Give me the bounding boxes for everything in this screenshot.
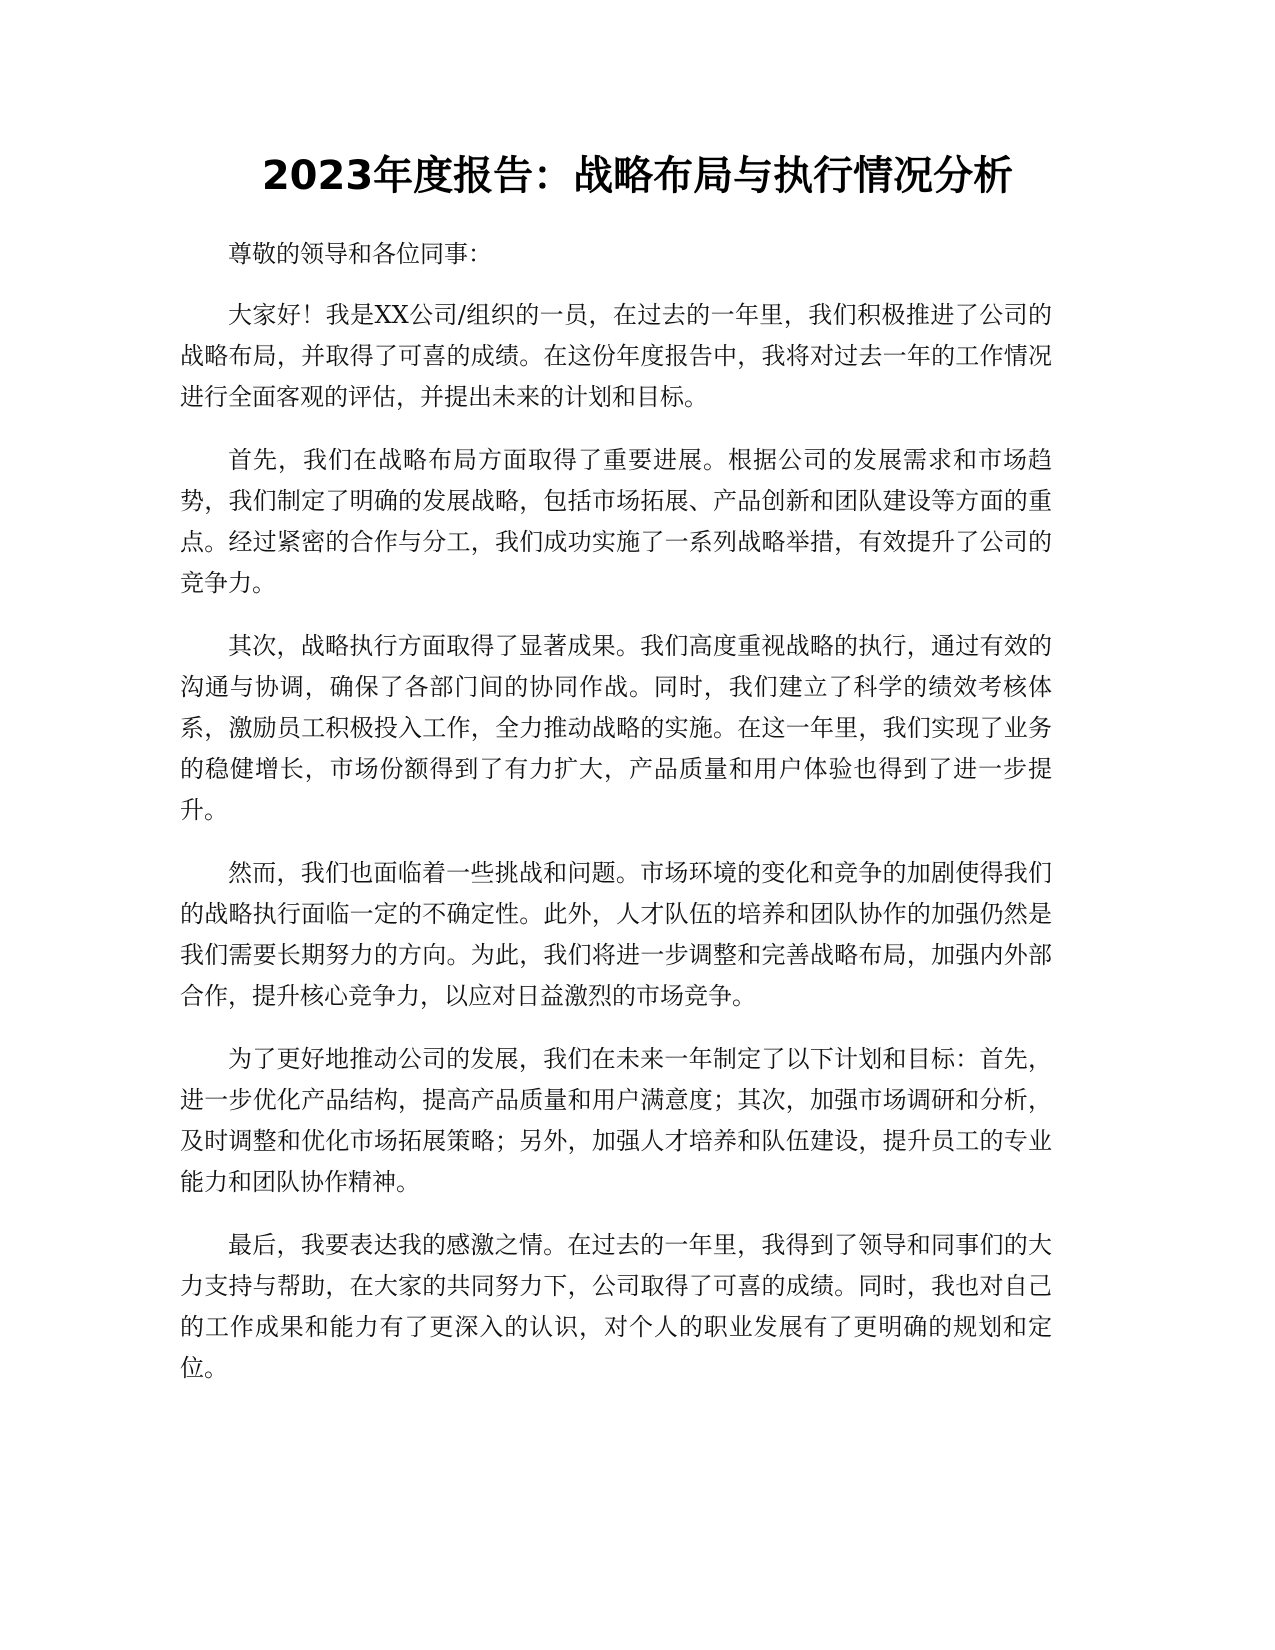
document-title: 2023年度报告：战略布局与执行情况分析	[261, 153, 1014, 199]
paragraph-intro: 大家好！我是XX公司/组织的一员，在过去的一年里，我们积极推进了公司的战略布局，并取得了可喜的成绩。在这份年度报告中，我将对过去一年的工作情况进行全面客观的评估，并提出未来的计划和目标。	[180, 301, 1052, 411]
paragraph-strategy-execution: 其次，战略执行方面取得了显著成果。我们高度重视战略的执行，通过有效的沟通与协调，确保了各部门间的协同作战。同时，我们建立了科学的绩效考核体系，激励员工积极投入工作，全力推动战略的实施。在这一年里，我们实现了业务的稳健增长，市场份额得到了有力扩大，产品质量和用户体验也得到了进一步提升。	[180, 632, 1052, 824]
paragraph-strategy-layout: 首先，我们在战略布局方面取得了重要进展。根据公司的发展需求和市场趋势，我们制定了明确的发展战略，包括市场拓展、产品创新和团队建设等方面的重点。经过紧密的合作与分工，我们成功实施了一系列战略举措，有效提升了公司的竞争力。	[180, 446, 1052, 597]
salutation: 尊敬的领导和各位同事：	[228, 240, 492, 268]
document-body	[180, 234, 1052, 1411]
paragraph-challenges: 然而，我们也面临着一些挑战和问题。市场环境的变化和竞争的加剧使得我们的战略执行面临一定的不确定性。此外，人才队伍的培养和团队协作的加强仍然是我们需要长期努力的方向。为此，我们将进一步调整和完善战略布局，加强内外部合作，提升核心竞争力，以应对日益激烈的市场竞争。	[180, 859, 1052, 1010]
paragraph-closing: 最后，我要表达我的感激之情。在过去的一年里，我得到了领导和同事们的大力支持与帮助，在大家的共同努力下，公司取得了可喜的成绩。同时，我也对自己的工作成果和能力有了更深入的认识，对个人的职业发展有了更明确的规划和定位。	[180, 1231, 1052, 1382]
paragraph-future-plans: 为了更好地推动公司的发展，我们在未来一年制定了以下计划和目标：首先，进一步优化产品结构，提高产品质量和用户满意度；其次，加强市场调研和分析，及时调整和优化市场拓展策略；另外，加强人才培养和队伍建设，提升员工的专业能力和团队协作精神。	[180, 1045, 1052, 1196]
